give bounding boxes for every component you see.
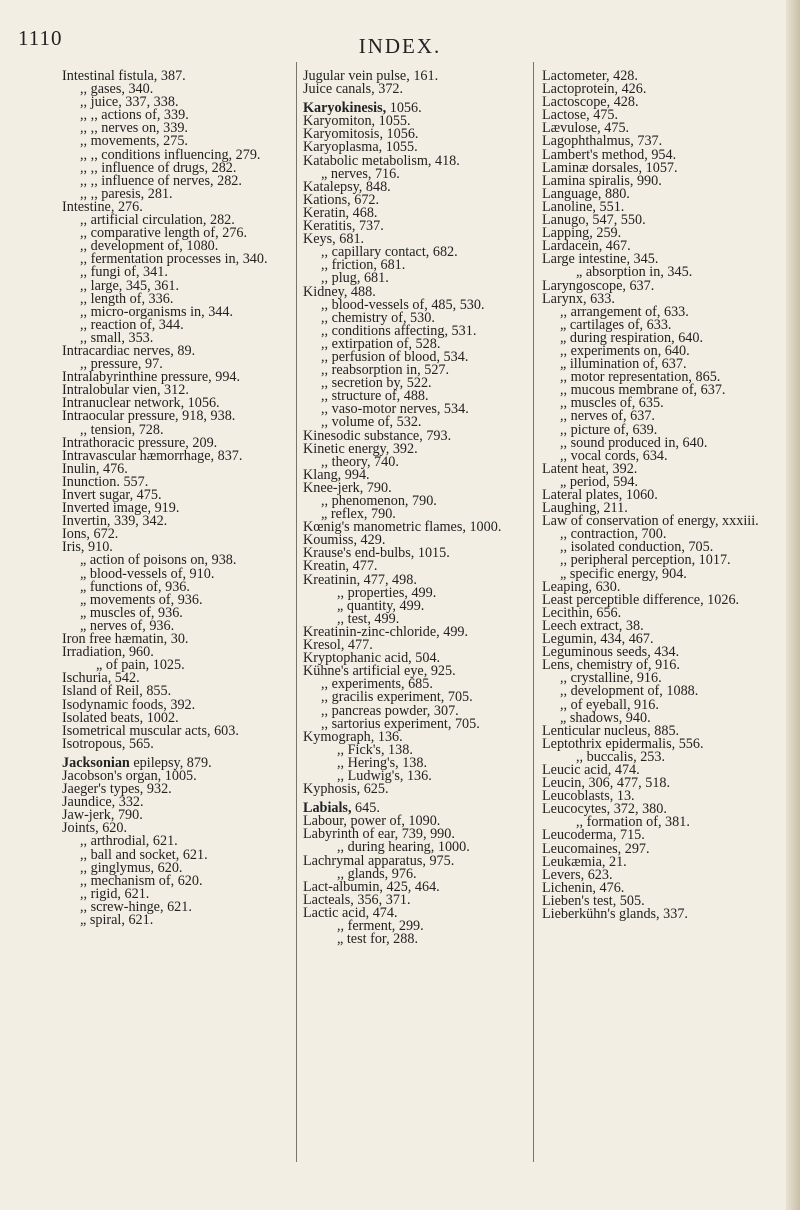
index-entry: Labour, power of, 1090. [303, 813, 441, 830]
index-entry: Lambert's method, 954. [542, 146, 677, 163]
index-entry: Latent heat, 392. [542, 460, 638, 477]
index-entry: Lact-albumin, 425, 464. [303, 878, 440, 895]
index-entry: „ muscles of, 936. [80, 604, 183, 621]
index-entry: ,, ,, nerves on, 339. [80, 120, 188, 137]
index-entry: „ period, 594. [560, 473, 639, 490]
index-entry: „ cartilages of, 633. [560, 316, 672, 333]
index-entry: Keratitis, 737. [303, 218, 384, 235]
index-entry: Kreatinin-zinc-chloride, 499. [303, 623, 469, 640]
index-entry: ,, capillary contact, 682. [321, 244, 458, 261]
index-entry: ,, gases, 340. [80, 81, 154, 98]
running-head: INDEX. [358, 34, 442, 58]
index-entry: ,, development of, 1080. [80, 238, 219, 255]
index-entry: ,, motor representation, 865. [560, 369, 721, 386]
index-entry: Kœnig's manometric flames, 1000. [303, 519, 502, 536]
index-entry: ,, length of, 336. [80, 290, 174, 307]
index-entry: Leptothrix epidermalis, 556. [542, 735, 704, 752]
index-entry: ,, secretion by, 522. [321, 375, 432, 392]
index-entry: Isolated beats, 1002. [62, 709, 179, 726]
index-entry: ,, gracilis experiment, 705. [321, 689, 473, 706]
index-entry: ,, ,, influence of nerves, 282. [80, 172, 242, 189]
index-entry: ,, reabsorption in, 527. [321, 362, 450, 379]
page-number: 1110 [18, 26, 63, 50]
index-entry: „ functions of, 936. [80, 578, 190, 595]
index-entry: Labials, 645. [303, 800, 380, 817]
index-entry: Kreatinin, 477, 498. [303, 571, 417, 588]
index-entry: ,, Fick's, 138. [337, 741, 413, 758]
index-entry: ,, contraction, 700. [560, 526, 667, 543]
index-entry: Lacteals, 356, 371. [303, 891, 411, 908]
index-entry: Karyoplasma, 1055. [303, 139, 418, 156]
index-entry: Leucin, 306, 477, 518. [542, 775, 671, 792]
index-entry: Kations, 672. [303, 191, 380, 208]
index-entry: ,, blood-vessels of, 485, 530. [321, 296, 485, 313]
index-entry: Kühne's artificial eye, 925. [303, 663, 456, 680]
index-entry: Lactic acid, 474. [303, 904, 398, 921]
index-entry: Ischuria, 542. [62, 670, 140, 687]
index-entry: ,, extirpation of, 528. [321, 335, 441, 352]
index-entry: Leaping, 630. [542, 578, 621, 595]
column-rule [296, 62, 297, 1162]
index-entry: „ quantity, 499. [337, 597, 425, 614]
index-entry: Intranuclear network, 1056. [62, 395, 220, 412]
index-entry: Least perceptible difference, 1026. [542, 591, 740, 608]
index-entry: ,, crystalline, 916. [560, 670, 662, 687]
index-entry: ,, movements, 275. [80, 133, 188, 150]
index-entry: „ specific energy, 904. [560, 565, 687, 582]
index-entry: Language, 880. [542, 185, 630, 202]
index-entry: ,, ferment, 299. [337, 918, 424, 934]
index-entry: Katalepsy, 848. [303, 178, 391, 195]
index-entry: Katabolic metabolism, 418. [303, 152, 460, 169]
index-headword: Labials, [303, 800, 352, 817]
index-entry: Jaundice, 332. [62, 794, 144, 811]
index-entry: Lanugo, 547, 550. [542, 212, 646, 229]
index-entry: ,, fermentation processes in, 340. [80, 251, 268, 268]
index-entry: Intravascular hæmorrhage, 837. [62, 447, 243, 464]
index-entry: ,, plug, 681. [321, 270, 389, 287]
index-entry: Karyomitosis, 1056. [303, 126, 419, 143]
index-entry: ,, properties, 499. [337, 584, 437, 601]
index-entry: Jacksonian epilepsy, 879. [62, 754, 212, 771]
index-entry: Kreatin, 477. [303, 558, 378, 575]
index-entry: Leucic acid, 474. [542, 761, 640, 778]
index-entry: Leucocytes, 372, 380. [542, 801, 667, 818]
index-entry: Jugular vein pulse, 161. [303, 68, 439, 84]
index-entry: Joints, 620. [62, 820, 128, 837]
index-entry: Koumiss, 429. [303, 532, 386, 549]
index-entry: Levers, 623. [542, 866, 613, 883]
index-entry: ,, vaso-motor nerves, 534. [321, 401, 469, 418]
index-entry: ,, friction, 681. [321, 257, 406, 274]
index-entry: ,, development of, 1088. [560, 683, 699, 700]
index-entry: Irradiation, 960. [62, 644, 154, 661]
index-entry: Labyrinth of ear, 739, 990. [303, 826, 455, 843]
index-entry: Lapping, 259. [542, 225, 622, 242]
index-entry: Laughing, 211. [542, 500, 628, 517]
index-entry: Lardacein, 467. [542, 238, 631, 255]
index-entry: ,, experiments on, 640. [560, 342, 690, 359]
index-column-2 [303, 70, 535, 946]
index-entry: ,, sound produced in, 640. [560, 434, 708, 451]
index-entry: Keratin, 468. [303, 204, 378, 221]
index-entry: Lecithin, 656. [542, 604, 622, 621]
index-entry: ,, perfusion of blood, 534. [321, 348, 469, 365]
index-entry: Leech extract, 38. [542, 617, 644, 634]
index-entry: Lichenin, 476. [542, 879, 625, 896]
index-entry: Lieberkühn's glands, 337. [542, 906, 688, 922]
index-headword: Karyokinesis, [303, 100, 387, 117]
index-entry: ,, volume of, 532. [321, 414, 422, 431]
index-entry: Invert sugar, 475. [62, 487, 162, 503]
index-entry: Iron free hæmatin, 30. [62, 631, 189, 648]
index-entry: ,, fungi of, 341. [80, 264, 168, 281]
index-entry: Kinesodic substance, 793. [303, 427, 452, 444]
index-entry: Intrathoracic pressure, 209. [62, 434, 218, 451]
index-entry: ,, chemistry of, 530. [321, 309, 435, 326]
index-entry: ,, mucous membrane of, 637. [560, 382, 726, 399]
index-entry: ,, mechanism of, 620. [80, 872, 203, 889]
index-entry: Karyokinesis, 1056. [303, 100, 422, 117]
index-entry: ,, conditions affecting, 531. [321, 322, 477, 339]
index-entry: ,, peripheral perception, 1017. [560, 552, 731, 569]
index-entry: Law of conservation of energy, xxxiii. [542, 513, 759, 530]
index-entry: Lagophthalmus, 737. [542, 133, 663, 150]
index-entry: Jacobson's organ, 1005. [62, 767, 197, 784]
index-entry: Lactose, 475. [542, 107, 619, 124]
index-entry: Juice canals, 372. [303, 81, 404, 98]
index-entry: Kymograph, 136. [303, 728, 403, 745]
index-entry: ,, pressure, 97. [80, 356, 163, 373]
index-entry: „ test for, 288. [337, 931, 418, 948]
index-entry: Intralobular vien, 312. [62, 382, 189, 399]
index-entry: ,, glands, 976. [337, 865, 417, 882]
index-entry: Lævulose, 475. [542, 120, 630, 137]
index-entry: „ illumination of, 637. [560, 356, 687, 373]
index-entry: ,, pancreas powder, 307. [321, 702, 459, 719]
index-entry: Lactoscope, 428. [542, 94, 639, 111]
index-entry: ,, buccalis, 253. [576, 748, 666, 765]
index-entry: ,, ,, influence of drugs, 282. [80, 159, 237, 176]
index-entry: Leucoblasts, 13. [542, 788, 635, 805]
index-entry: ,, phenomenon, 790. [321, 493, 437, 509]
index-entry: Lateral plates, 1060. [542, 487, 658, 503]
index-entry: Large intestine, 345. [542, 251, 659, 268]
index-entry: Lachrymal apparatus, 975. [303, 852, 455, 869]
index-entry: Isodynamic foods, 392. [62, 696, 196, 713]
index-entry: Invertin, 339, 342. [62, 513, 168, 530]
index-entry: Laminæ dorsales, 1057. [542, 159, 678, 176]
index-entry: Karyomiton, 1055. [303, 113, 411, 130]
index-entry: „ action of poisons on, 938. [80, 552, 237, 569]
index-entry: Isotropous, 565. [62, 735, 154, 752]
index-entry: Intestine, 276. [62, 198, 143, 215]
index-entry: Kresol, 477. [303, 637, 373, 654]
index-entry: „ of pain, 1025. [96, 657, 185, 674]
index-entry: ,, nerves of, 637. [560, 408, 655, 425]
index-entry: „ shadows, 940. [560, 709, 651, 726]
index-entry: Isometrical muscular acts, 603. [62, 722, 239, 739]
index-entry: ,, screw-hinge, 621. [80, 898, 192, 915]
index-entry: Lenticular nucleus, 885. [542, 722, 680, 739]
index-entry: Iris, 910. [62, 539, 113, 556]
index-entry: Lanoline, 551. [542, 198, 625, 215]
index-entry: ,, sartorius experiment, 705. [321, 715, 480, 732]
index-entry: ,, micro-organisms in, 344. [80, 303, 234, 320]
index-entry: Leukæmia, 21. [542, 853, 627, 870]
index-entry: Keys, 681. [303, 231, 365, 248]
index-entry: „ spiral, 621. [80, 912, 154, 928]
index-entry: Island of Reil, 855. [62, 683, 172, 700]
index-entry: Lieben's test, 505. [542, 892, 645, 909]
index-entry: ,, small, 353. [80, 329, 154, 346]
index-entry: ,, artificial circulation, 282. [80, 212, 235, 229]
index-entry: Lens, chemistry of, 916. [542, 657, 680, 674]
index-entry: ,, of eyeball, 916. [560, 696, 659, 713]
index-entry: ,, arrangement of, 633. [560, 303, 689, 320]
index-entry: Inunction. 557. [62, 473, 149, 490]
index-entry: Intralabyrinthine pressure, 994. [62, 369, 241, 386]
index-entry: ,, Ludwig's, 136. [337, 767, 432, 784]
index-entry: Intracardiac nerves, 89. [62, 342, 196, 359]
index-entry: „ blood-vessels of, 910. [80, 565, 215, 582]
index-column-3 [542, 70, 780, 921]
index-entry: ,, during hearing, 1000. [337, 839, 470, 856]
index-entry: Jaw-jerk, 790. [62, 807, 143, 824]
index-entry: ,, test, 499. [337, 610, 400, 627]
index-entry: ,, vocal cords, 634. [560, 447, 668, 464]
index-entry: Kyphosis, 625. [303, 781, 389, 798]
index-entry: ,, reaction of, 344. [80, 316, 184, 333]
index-entry: Lactometer, 428. [542, 68, 638, 84]
index-entry: Kinetic energy, 392. [303, 440, 418, 457]
index-entry: „ absorption in, 345. [576, 264, 693, 281]
index-entry: Ions, 672. [62, 526, 119, 543]
index-entry: ,, comparative length of, 276. [80, 225, 248, 242]
index-entry: Inulin, 476. [62, 460, 128, 477]
index-entry: ,, theory, 740. [321, 453, 399, 470]
index-entry: Klang, 994. [303, 466, 370, 483]
index-entry: „ during respiration, 640. [560, 329, 704, 346]
index-column-1 [62, 70, 294, 927]
index-entry: „ nerves, 716. [321, 165, 400, 182]
index-entry: „ reflex, 790. [321, 506, 396, 523]
index-entry: Knee-jerk, 790. [303, 479, 392, 496]
index-entry: Larynx, 633. [542, 290, 615, 307]
index-entry: ,, ,, actions of, 339. [80, 107, 189, 124]
index-entry: Intraocular pressure, 918, 938. [62, 408, 236, 425]
index-entry: ,, tension, 728. [80, 421, 164, 438]
index-entry: ,, isolated conduction, 705. [560, 539, 714, 556]
index-entry: Legumin, 434, 467. [542, 631, 654, 648]
index-entry: ,, experiments, 685. [321, 676, 433, 693]
index-entry: Krause's end-bulbs, 1015. [303, 545, 450, 562]
index-entry: „ nerves of, 936. [80, 617, 175, 634]
index-entry: ,, structure of, 488. [321, 388, 429, 405]
index-entry: Lactoprotein, 426. [542, 81, 647, 98]
index-entry: ,, formation of, 381. [576, 814, 690, 831]
index-entry: ,, Hering's, 138. [337, 754, 428, 771]
page-edge [786, 0, 800, 1210]
index-entry: Laryngoscope, 637. [542, 277, 655, 294]
index-headword: Jacksonian [62, 754, 130, 771]
index-entry: ,, arthrodial, 621. [80, 833, 178, 850]
index-entry: „ movements of, 936. [80, 591, 203, 608]
index-entry: ,, juice, 337, 338. [80, 94, 179, 111]
index-entry: ,, rigid, 621. [80, 885, 150, 902]
index-entry: ,, ginglymus, 620. [80, 859, 183, 876]
index-entry: ,, ,, conditions influencing, 279. [80, 146, 261, 163]
index-entry: Leucomaines, 297. [542, 840, 650, 857]
index-entry: ,, ball and socket, 621. [80, 846, 208, 863]
index-entry: ,, picture of, 639. [560, 421, 658, 438]
index-entry: Jaeger's types, 932. [62, 781, 172, 798]
index-entry: Inverted image, 919. [62, 500, 180, 517]
index-entry: Leguminous seeds, 434. [542, 644, 680, 661]
index-entry: ,, ,, paresis, 281. [80, 185, 173, 202]
index-entry: ,, muscles of, 635. [560, 395, 664, 412]
index-entry: Leucoderma, 715. [542, 827, 645, 844]
index-entry: Intestinal fistula, 387. [62, 68, 186, 84]
index-entry: Kidney, 488. [303, 283, 376, 300]
index-entry: ,, large, 345, 361. [80, 277, 180, 294]
index-entry: Lamina spiralis, 990. [542, 172, 662, 189]
index-entry: Kryptophanic acid, 504. [303, 650, 441, 667]
